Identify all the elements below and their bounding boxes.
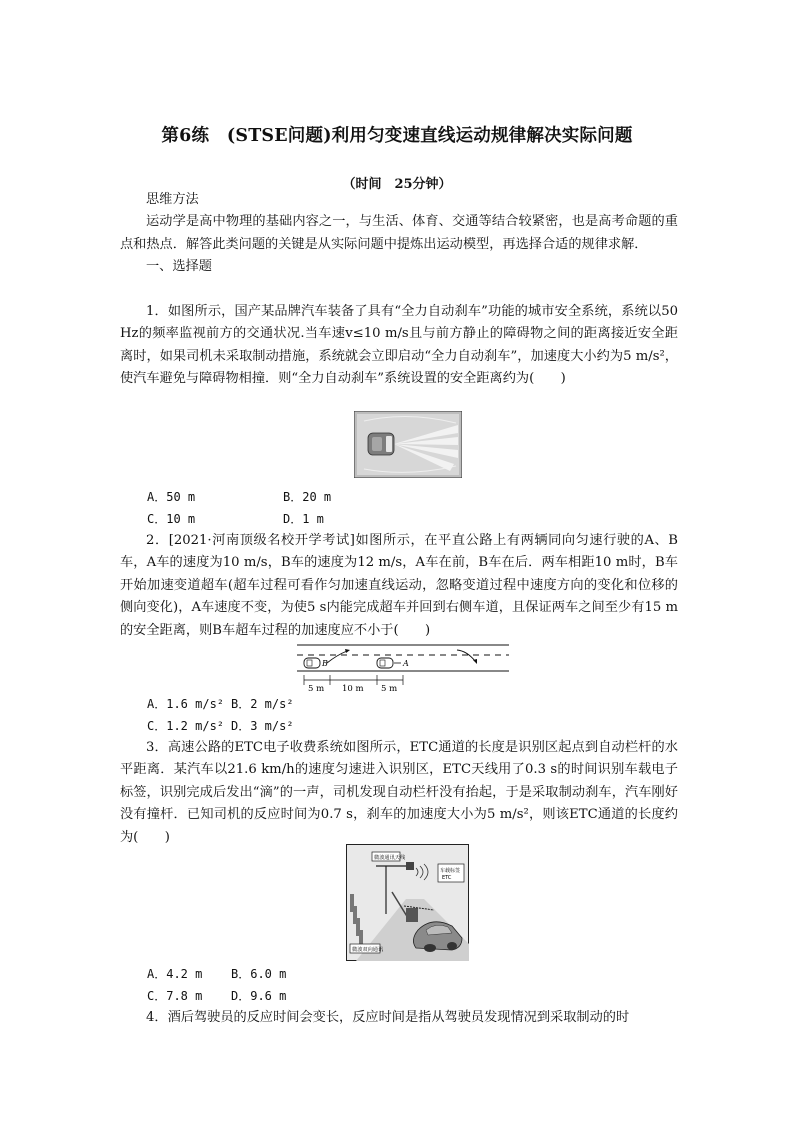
question-3-text: 3．高速公路的ETC电子收费系统如图所示，ETC通道的长度是识别区起点到自动栏杆的水平距离．某汽车以21.6 km/h的速度匀速进入识别区，ETC天线用了0.3 s的时间识别车载电子标签，识别完成后发出“滴”的一声，司机发现自动栏杆没有抬起，于是采取制动刹车，汽车刚好没有撞杆．已知司机的反应时间为0.7 s，刹车的加速度大小为5 m/s²，则该ETC通道的长度约为( ) (120, 740, 678, 845)
dim-5m-right: 5 m (381, 684, 398, 694)
question-2-text: 2．[2021·河南顶级名校开学考试]如图所示，在平直公路上有两辆同向匀速行驶的A、B车，A车的速度为10 m/s，B车的速度为12 m/s，A车在前，B车在后．两车相距10 m时，B车开始加速变道超车(超车过程可看作匀加速直线运动，忽略变道过程中速度方向的变化和位移的侧向变化)，A车速度不变，为使5 s内能完成超车并回到右侧车道，且保证两车之间至少有15 m的安全距离，则B车超车过程的加速度应不小于( ) (120, 533, 678, 638)
question-4 (120, 1007, 678, 1029)
q2-choice-d[interactable]: D．3 m/s² (231, 719, 294, 734)
question-1 (120, 301, 678, 391)
page-title: 第6练 (STSE问题)利用匀变速直线运动规律解决实际问题 (161, 126, 633, 146)
q2-choice-c[interactable]: C．1.2 m/s² (147, 719, 225, 734)
label-two-way-comm: 微波双向通讯 (352, 947, 384, 953)
q3-choice-b[interactable]: B．6.0 m (231, 967, 287, 981)
section-heading: 一、选择题 (146, 259, 212, 275)
q2-choices (147, 693, 294, 738)
label-car-tag: 车载标签 (440, 868, 461, 874)
q1-choice-b[interactable]: B．20 m (283, 490, 332, 504)
q3-choice-d[interactable]: D．9.6 m (231, 989, 287, 1004)
q3-choice-a[interactable]: A．4.2 m (147, 967, 203, 981)
question-1-text: 1．如图所示，国产某品牌汽车装备了具有“全力自动刹车”功能的城市安全系统，系统以50 Hz的频率监视前方的交通状况.当车速v≤10 m/s且与前方静止的障碍物之间的距离接近安全距离时，如果司机未采取制动措施，系统就会立即启动“全力自动刹车”，加速度大小约为5 m/s²，使汽车避免与障碍物相撞．则“全力自动刹车”系统设置的安全距离约为( ) (120, 304, 678, 387)
q2-choice-a[interactable]: A．1.6 m/s² (147, 697, 225, 711)
method-text: 运动学是高中物理的基础内容之一，与生活、体育、交通等结合较紧密，也是高考命题的重点和热点．解答此类问题的关键是从实际问题中提炼出运动模型，再选择合适的规律求解． (120, 214, 678, 252)
car-b-label: B (322, 659, 328, 668)
dim-5m-left: 5 m (308, 684, 325, 694)
dim-10m: 10 m (342, 684, 364, 694)
q1-choice-d[interactable]: D．1 m (283, 512, 324, 527)
label-microwave-antenna: 微波通讯天线 (374, 855, 406, 861)
intro-block (120, 189, 678, 279)
car-a-label: A (403, 659, 409, 668)
time-limit: （时间 25分钟） (342, 177, 452, 192)
q1-choices (147, 486, 331, 531)
q2-figure-overtaking (297, 641, 509, 695)
method-heading: 思维方法 (146, 192, 199, 207)
question-3 (120, 737, 678, 849)
q3-choice-c[interactable]: C．7.8 m (147, 989, 203, 1004)
question-4-text: 4．酒后驾驶员的反应时间会变长，反应时间是指从驾驶员发现情况到采取制动的时 (146, 1010, 630, 1025)
q2-choice-b[interactable]: B．2 m/s² (231, 697, 294, 711)
q3-figure-etc-lane (346, 844, 469, 961)
q1-figure-braking-radar (354, 411, 462, 478)
q1-choice-a[interactable]: A．50 m (147, 490, 196, 504)
q3-choices (147, 963, 286, 1008)
q1-choice-c[interactable]: C．10 m (147, 512, 196, 527)
label-etc: ETC (442, 875, 452, 881)
question-2 (120, 530, 678, 642)
